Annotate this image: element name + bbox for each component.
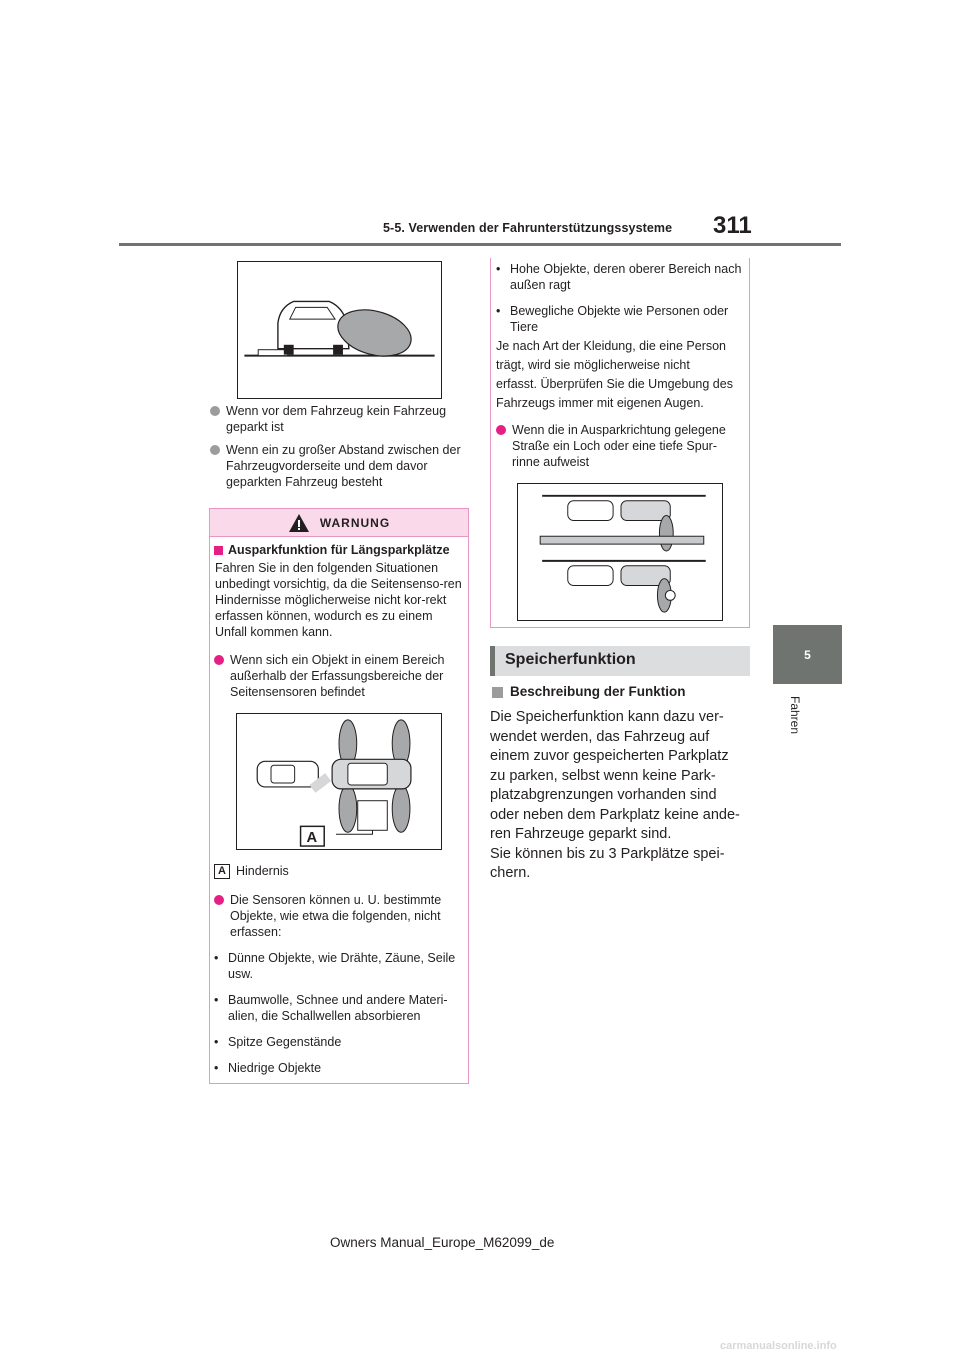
- warning-header: [210, 509, 468, 537]
- header-rule: [119, 243, 841, 246]
- clothing-note-3: erfasst. Überprüfen Sie die Umgebung des: [496, 377, 733, 391]
- subheading-text: Ausparkfunktion für Längsparkplätze: [228, 543, 450, 557]
- section-header-memory: [490, 646, 750, 676]
- bullet-dot: [496, 425, 506, 435]
- dash-item: • Bewegliche Objekte wie Personen oder Tiere: [496, 303, 746, 335]
- legend-label-a: A: [214, 864, 230, 879]
- warning-subheading: [214, 543, 450, 557]
- body-line: oder neben dem Parkplatz keine ande-: [490, 806, 740, 823]
- bullet-dot: [214, 895, 224, 905]
- body-line: wendet werden, das Fahrzeug auf: [490, 728, 710, 745]
- body-text: [490, 708, 752, 884]
- dash-item: • Hohe Objekte, deren oberer Bereich nach außen ragt: [496, 261, 746, 293]
- bullet-large-gap: [210, 442, 472, 490]
- clothing-note-4: Fahrzeugs immer mit eigenen Augen.: [496, 396, 704, 410]
- legend-obstacle: [214, 862, 289, 881]
- square-bullet: [492, 687, 503, 698]
- body-line: platzabgrenzungen vorhanden sind: [490, 787, 717, 803]
- side-sensors-illustration: [237, 714, 441, 849]
- body-line: Sie können bis zu 3 Parkplätze spei-: [490, 845, 725, 862]
- dash-item: • Niedrige Objekte: [214, 1060, 464, 1076]
- section-title: 5-5. Verwenden der Fahrunterstützungssysteme: [383, 221, 673, 235]
- warning-triangle-icon: [288, 513, 310, 533]
- legend-text: Hindernis: [236, 864, 289, 878]
- warning-label: WARNUNG: [319, 515, 391, 530]
- bullet-hole: [496, 422, 744, 470]
- dash-item: • Spitze Gegenstände: [214, 1034, 464, 1050]
- clothing-note-2: trägt, wird sie möglicherweise nicht: [496, 358, 690, 372]
- bullet-dot: [210, 406, 220, 416]
- dash-item: • Dünne Objekte, wie Drähte, Zäune, Seile usw.: [214, 950, 464, 982]
- body-line: chern.: [490, 865, 531, 881]
- body-line: zu parken, selbst wenn keine Park-: [490, 767, 716, 784]
- front-obstacle-illustration: [238, 262, 441, 398]
- body-line: einem zuvor gespeicherten Parkplatz: [490, 748, 729, 764]
- bullet-dot: [210, 445, 220, 455]
- bullet-no-vehicle-front: [210, 403, 470, 435]
- bullet-text: Wenn vor dem Fahrzeug kein Fahrzeug geparkt ist: [226, 404, 447, 434]
- body-line: ren Fahrzeuge geparkt sind.: [490, 826, 672, 842]
- chapter-tab[interactable]: [773, 625, 842, 684]
- bullet-text: Wenn ein zu großer Abstand zwischen der Fahrzeugvorderseite und dem davor geparkten Fahrzeug besteht: [226, 443, 461, 489]
- body-line: Die Speicherfunktion kann dazu ver-: [490, 709, 724, 725]
- figure-road-hole: [517, 483, 723, 621]
- bullet-dot: [214, 655, 224, 665]
- square-bullet: [214, 546, 223, 555]
- figure-front-obstacle: [237, 261, 442, 399]
- section-header-text: Speicherfunktion: [505, 651, 636, 668]
- bullet-text: Wenn die in Ausparkrichtung gelegene Straße ein Loch oder eine tiefe Spur-rinne aufweist: [512, 423, 726, 469]
- watermark: carmanualsonline.info: [720, 1340, 837, 1352]
- chapter-label: Fahren: [788, 696, 802, 735]
- page-number: 311: [713, 212, 752, 239]
- clothing-note-1: Je nach Art der Kleidung, die eine Person: [496, 339, 727, 353]
- warning-intro: Fahren Sie in den folgenden Situationen unbedingt vorsichtig, da die Seitensenso-ren Hindernisse möglicherweise nicht kor-rekt erfassen können, wodurch es zu einem Unfall kommen kann.: [215, 561, 462, 639]
- figure-side-sensors: [236, 713, 442, 850]
- bullet-text: Die Sensoren können u. U. bestimmte Objekte, wie etwa die folgenden, nicht erfassen:: [230, 893, 442, 939]
- figure-label-a: A: [306, 830, 318, 847]
- bullet-outside-area: [214, 652, 464, 700]
- footer-text: Owners Manual_Europe_M62099_de: [330, 1235, 555, 1250]
- bullet-objects: [214, 892, 466, 940]
- dash-item: • Baumwolle, Schnee und andere Materi-alien, die Schallwellen absorbieren: [214, 992, 466, 1024]
- chapter-number: 5: [804, 647, 811, 662]
- subheading-text: Beschreibung der Funktion: [510, 684, 686, 699]
- road-hole-illustration: [518, 484, 722, 620]
- bullet-text: Wenn sich ein Objekt in einem Bereich außerhalb der Erfassungsbereiche der Seitensensoren befindet: [230, 653, 445, 699]
- subheading-description: [492, 684, 686, 699]
